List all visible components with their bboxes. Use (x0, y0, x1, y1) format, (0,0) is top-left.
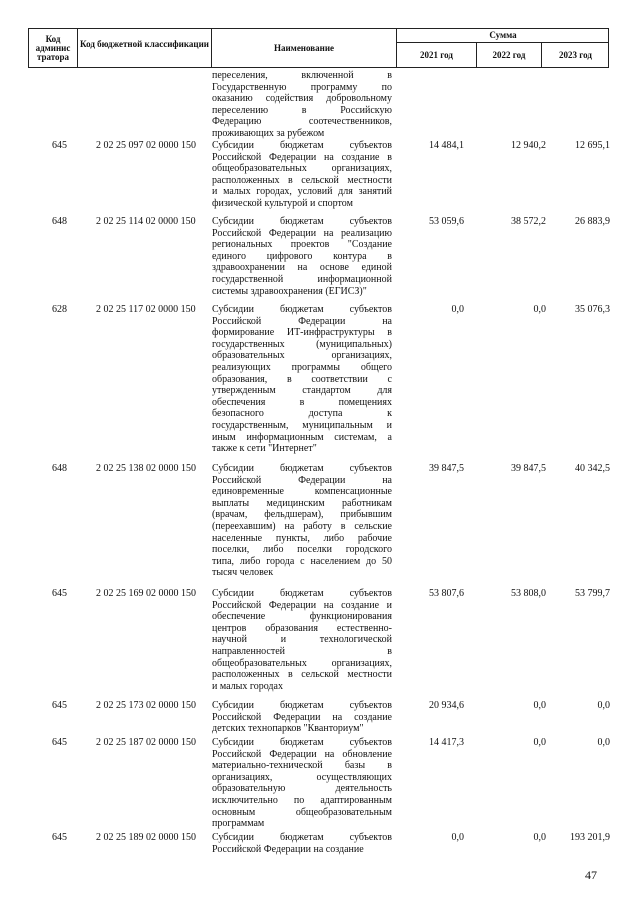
row-name (212, 216, 392, 297)
name-line: единого цифрового контура в (212, 250, 392, 262)
name-line: Субсидии бюджетам субъектов (212, 700, 392, 711)
row-name (212, 463, 392, 579)
admin-code: 645 (52, 588, 67, 599)
name-line: поселки, либо поселки городского (212, 544, 392, 556)
budget-code: 2 02 25 138 02 0000 150 (96, 463, 196, 474)
table-header (28, 28, 609, 68)
amount-2022: 39 847,5 (511, 463, 546, 474)
amount-2021: 0,0 (451, 304, 464, 315)
amount-2023: 40 342,5 (575, 463, 610, 474)
name-line: Субсидии бюджетам субъектов (212, 832, 392, 843)
name-line: государственным, муниципальным и (212, 419, 392, 431)
name-line: общеобразовательных организациях, (212, 163, 392, 175)
name-line: обеспечения в помещениях (212, 396, 392, 408)
name-line: программам (212, 818, 265, 830)
name-line: также к сети "Интернет" (212, 443, 317, 455)
name-line: Российской Федерации на обновление (212, 748, 392, 760)
name-line: Субсидии бюджетам субъектов (212, 737, 392, 748)
name-line: системы здравоохранения (ЕГИСЗ)" (212, 285, 367, 297)
name-line: Субсидии бюджетам субъектов (212, 588, 392, 599)
name-line: детских технопарков "Кванториум" (212, 723, 364, 735)
name-line: (переехавшим) на работу в сельские (212, 520, 392, 532)
budget-code: 2 02 25 117 02 0000 150 (96, 304, 196, 315)
name-line: Российской Федерации на создание в (212, 151, 392, 163)
amount-2023: 53 799,7 (575, 588, 610, 599)
name-line: переселению в Российскую (212, 104, 392, 116)
name-line: государственных (муниципальных) (212, 338, 392, 350)
name-line: единовременные компенсационные (212, 486, 392, 498)
name-line: и малых городах (212, 680, 283, 692)
amount-2023: 12 695,1 (575, 140, 610, 151)
name-line: выплаты медицинским работникам (212, 497, 392, 509)
amount-2021: 14 417,3 (429, 737, 464, 748)
header-year-2023: 2023 год (559, 49, 592, 60)
name-line: и малых городах, условий для занятий (212, 186, 392, 198)
amount-2022: 12 940,2 (511, 140, 546, 151)
name-line: формирование ИТ-инфраструктуры в (212, 327, 392, 339)
name-line: материально-технической базы в (212, 760, 392, 772)
name-line: утвержденным стандартом для (212, 385, 392, 397)
name-line: (врачам, фельдшерам), прибывшим (212, 509, 392, 521)
name-line: реализующих программы общего (212, 361, 392, 373)
name-line: типа, либо города с населением до 50 (212, 555, 392, 567)
admin-code: 648 (52, 463, 67, 474)
name-line: Российской Федерации на создание (212, 711, 392, 723)
name-line: Субсидии бюджетам субъектов (212, 304, 392, 315)
budget-code: 2 02 25 187 02 0000 150 (96, 737, 196, 748)
name-line: Российской Федерации на создание и (212, 599, 392, 611)
name-line: общеобразовательных организациях, (212, 657, 392, 669)
row-name (212, 700, 392, 735)
name-line: безопасного доступа к (212, 408, 392, 420)
amount-2022: 38 572,2 (511, 216, 546, 227)
name-line: Российской Федерации на (212, 315, 392, 327)
admin-code: 645 (52, 700, 67, 711)
amount-2021: 53 059,6 (429, 216, 464, 227)
budget-code: 2 02 25 169 02 0000 150 (96, 588, 196, 599)
name-line: проживающих за рубежом (212, 127, 325, 139)
name-line: основным общеобразовательным (212, 806, 392, 818)
amount-2021: 39 847,5 (429, 463, 464, 474)
name-line: организациях, осуществляющих (212, 771, 392, 783)
header-budget-code: Код бюджетной классификации (80, 38, 209, 49)
name-line: обеспечение функционирования (212, 611, 392, 623)
name-line: образования, в соответствии с (212, 373, 392, 385)
name-line: государственной информационной (212, 273, 392, 285)
name-line: Российской Федерации на создание (212, 843, 364, 855)
admin-code: 648 (52, 216, 67, 227)
header-admin-code: Код админис тратора (35, 33, 71, 62)
row-name (212, 588, 392, 692)
name-line: образовательную деятельность (212, 783, 392, 795)
name-line: тысяч человек (212, 567, 274, 579)
name-line: здравоохранении на основе единой (212, 262, 392, 274)
name-line: направленностей в (212, 645, 392, 657)
name-line: Российской Федерации на (212, 474, 392, 486)
name-line: исключительно по адаптированным (212, 794, 392, 806)
budget-code: 2 02 25 097 02 0000 150 (96, 140, 196, 151)
row-name (212, 304, 392, 455)
row-name (212, 832, 392, 855)
name-line: Субсидии бюджетам субъектов (212, 216, 392, 227)
amount-2022: 0,0 (533, 737, 546, 748)
row-name (212, 140, 392, 210)
amount-2022: 0,0 (533, 832, 546, 843)
header-sum: Сумма (489, 30, 517, 40)
name-line: переселения, включенной в (212, 70, 392, 81)
amount-2023: 193 201,9 (570, 832, 610, 843)
amount-2023: 0,0 (597, 700, 610, 711)
admin-code: 645 (52, 832, 67, 843)
name-line: Российской Федерации на реализацию (212, 227, 392, 239)
admin-code: 645 (52, 737, 67, 748)
amount-2023: 0,0 (597, 737, 610, 748)
continuation-name (212, 70, 392, 140)
amount-2021: 20 934,6 (429, 700, 464, 711)
amount-2023: 26 883,9 (575, 216, 610, 227)
amount-2021: 0,0 (451, 832, 464, 843)
amount-2022: 0,0 (533, 700, 546, 711)
amount-2023: 35 076,3 (575, 304, 610, 315)
admin-code: 628 (52, 304, 67, 315)
name-line: населенные пункты, либо рабочие (212, 532, 392, 544)
name-line: расположенных в сельской местности (212, 174, 392, 186)
page-number: 47 (585, 868, 597, 882)
name-line: Федерацию соотечественников, (212, 116, 392, 128)
name-line: научной и технологической (212, 634, 392, 646)
name-line: региональных проектов "Создание (212, 239, 392, 251)
name-line: физической культурой и спортом (212, 197, 353, 209)
name-line: Субсидии бюджетам субъектов (212, 463, 392, 474)
name-line: Субсидии бюджетам субъектов (212, 140, 392, 151)
amount-2022: 0,0 (533, 304, 546, 315)
name-line: оказанию содействия добровольному (212, 93, 392, 105)
name-line: Государственную программу по (212, 81, 392, 93)
amount-2021: 14 484,1 (429, 140, 464, 151)
header-year-2022: 2022 год (492, 49, 526, 60)
budget-code: 2 02 25 173 02 0000 150 (96, 700, 196, 711)
header-year-2021: 2021 год (420, 49, 453, 60)
admin-code: 645 (52, 140, 67, 151)
budget-code: 2 02 25 114 02 0000 150 (96, 216, 196, 227)
row-name (212, 737, 392, 830)
amount-2022: 53 808,0 (511, 588, 546, 599)
name-line: образовательных организациях, (212, 350, 392, 362)
header-name: Наименование (274, 42, 334, 53)
budget-code: 2 02 25 189 02 0000 150 (96, 832, 196, 843)
amount-2021: 53 807,6 (429, 588, 464, 599)
name-line: иным информационным системам, а (212, 431, 392, 443)
name-line: центров образования естественно- (212, 622, 392, 634)
name-line: расположенных в сельской местности (212, 669, 392, 681)
